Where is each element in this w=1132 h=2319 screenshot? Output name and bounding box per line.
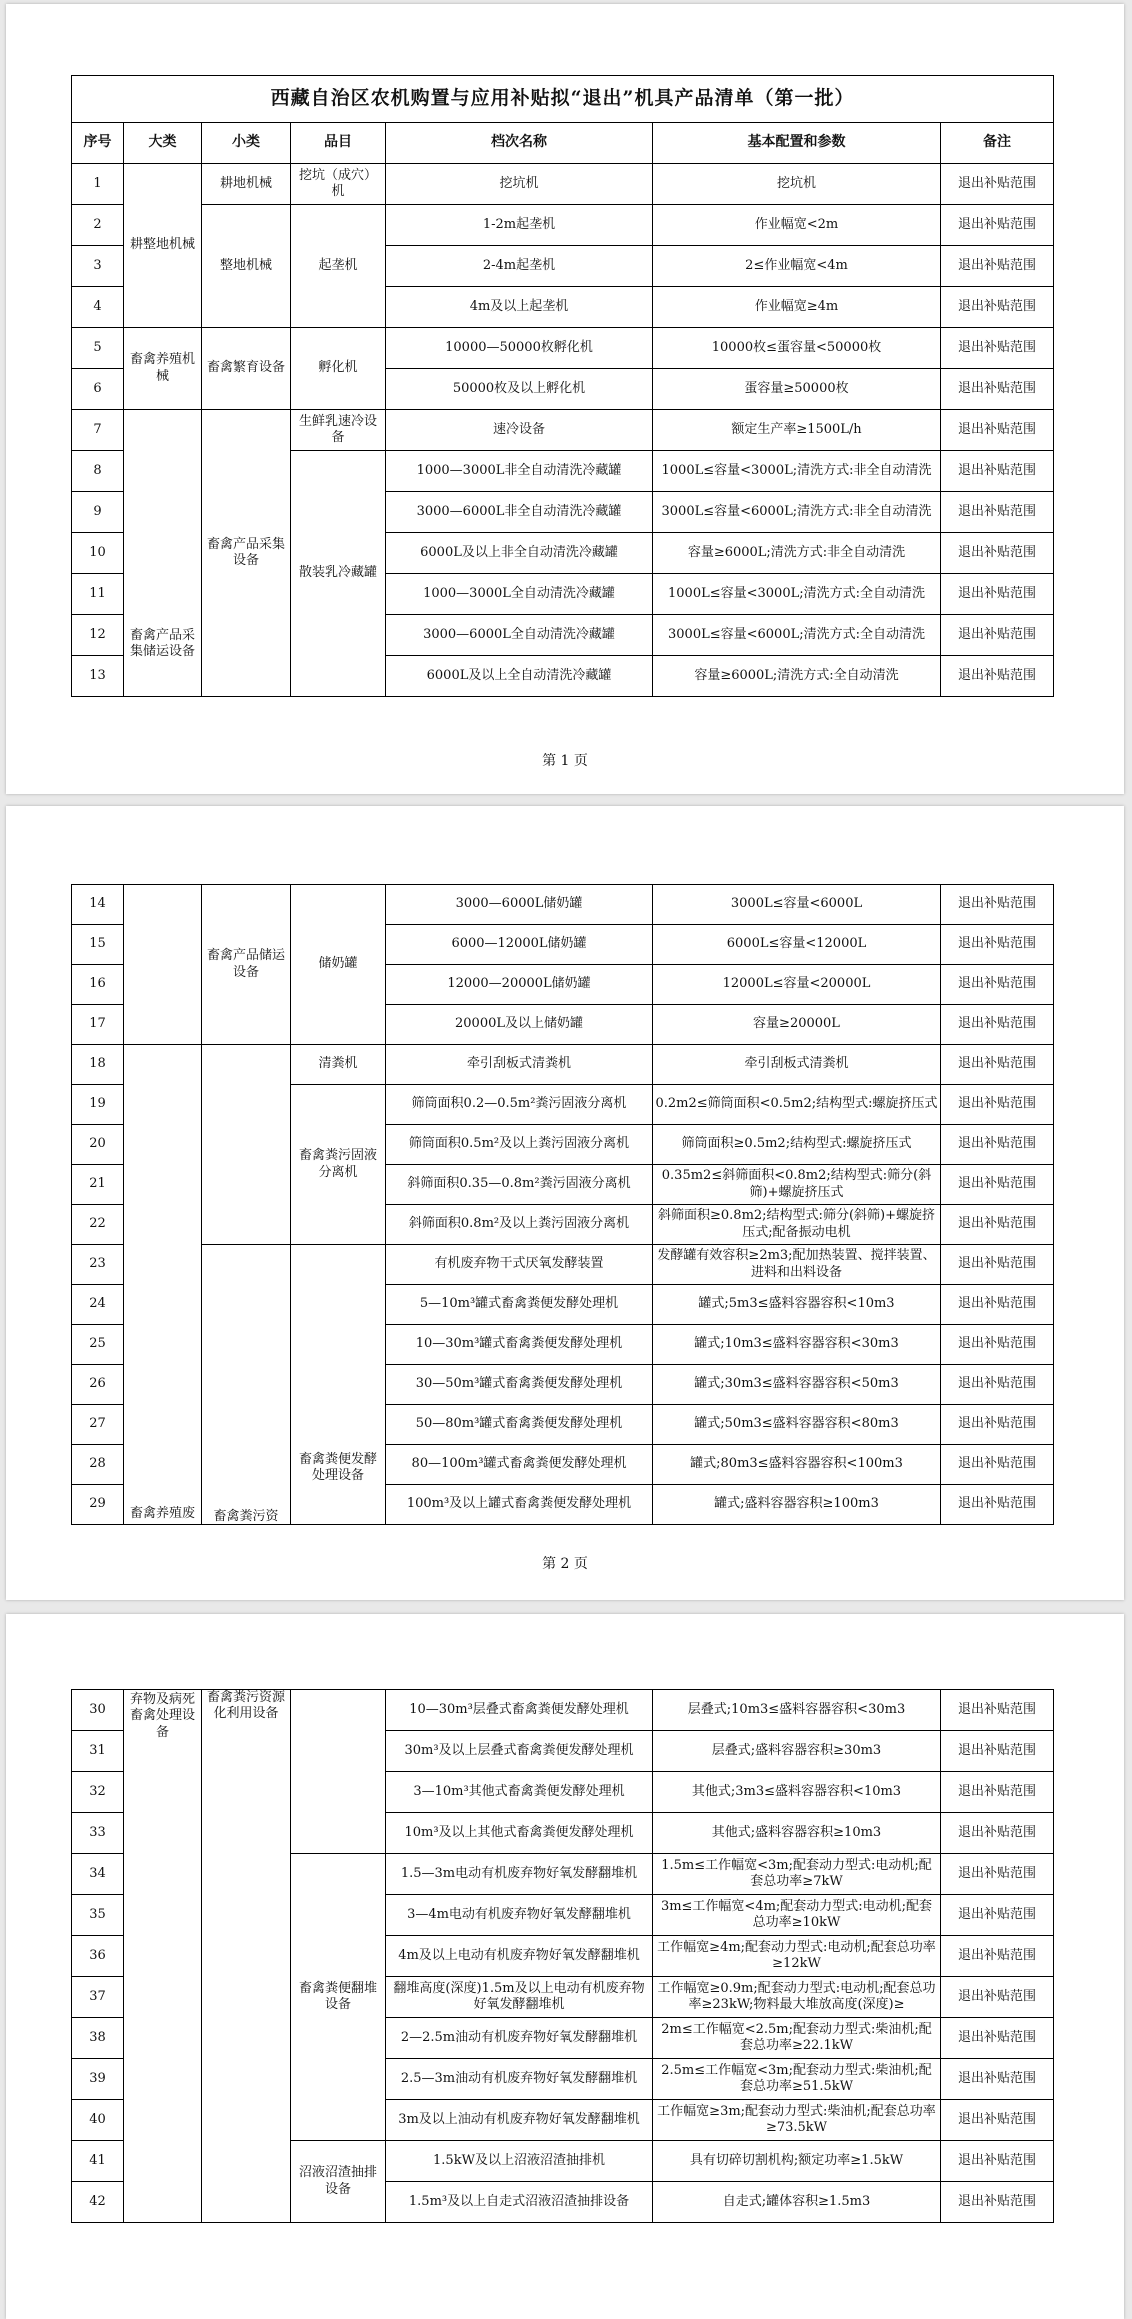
row-name: 30m³及以上层叠式畜禽粪便发酵处理机 bbox=[386, 1731, 653, 1772]
row-no: 33 bbox=[72, 1813, 124, 1854]
row-name: 100m³及以上罐式畜禽粪便发酵处理机 bbox=[386, 1485, 653, 1525]
row-spec: 发酵罐有效容积≥2m3;配加热装置、搅拌装置、进料和出料设备 bbox=[653, 1245, 941, 1285]
row-note: 退出补贴范围 bbox=[941, 656, 1054, 697]
row-note: 退出补贴范围 bbox=[941, 1325, 1054, 1365]
row-name: 斜筛面积0.8m²及以上粪污固液分离机 bbox=[386, 1205, 653, 1245]
row-spec: 斜筛面积≥0.8m2;结构型式:筛分(斜筛)+螺旋挤压式;配备振动电机 bbox=[653, 1205, 941, 1245]
row-no: 29 bbox=[72, 1485, 124, 1525]
row-no: 14 bbox=[72, 885, 124, 925]
row-note: 退出补贴范围 bbox=[941, 965, 1054, 1005]
row-note: 退出补贴范围 bbox=[941, 287, 1054, 328]
row-note: 退出补贴范围 bbox=[941, 1045, 1054, 1085]
row-no: 38 bbox=[72, 2018, 124, 2059]
group-pinmu: 起垄机 bbox=[291, 205, 386, 328]
table-row bbox=[72, 205, 1054, 246]
page-number: 第 1 页 bbox=[542, 753, 588, 769]
row-spec: 0.2m2≤筛筒面积<0.5m2;结构型式:螺旋挤压式 bbox=[653, 1085, 941, 1125]
row-note: 退出补贴范围 bbox=[941, 328, 1054, 369]
row-note: 退出补贴范围 bbox=[941, 1405, 1054, 1445]
row-note: 退出补贴范围 bbox=[941, 1165, 1054, 1205]
group-dalei: 畜禽养殖废 bbox=[124, 1045, 202, 1525]
row-name: 10m³及以上其他式畜禽粪便发酵处理机 bbox=[386, 1813, 653, 1854]
group-xiaolei: 畜禽粪污资 bbox=[202, 1245, 291, 1525]
row-note: 退出补贴范围 bbox=[941, 2018, 1054, 2059]
group-xiaolei: 畜禽产品采集设备 bbox=[202, 410, 291, 697]
row-no: 16 bbox=[72, 965, 124, 1005]
row-name: 3000—6000L储奶罐 bbox=[386, 885, 653, 925]
row-name: 筛筒面积0.2—0.5m²粪污固液分离机 bbox=[386, 1085, 653, 1125]
row-no: 21 bbox=[72, 1165, 124, 1205]
row-spec: 额定生产率≥1500L/h bbox=[653, 410, 941, 451]
row-spec: 容量≥20000L bbox=[653, 1005, 941, 1045]
row-no: 15 bbox=[72, 925, 124, 965]
page-3 bbox=[6, 1614, 1124, 2319]
row-note: 退出补贴范围 bbox=[941, 1205, 1054, 1245]
row-no: 5 bbox=[72, 328, 124, 369]
row-spec: 12000L≤容量<20000L bbox=[653, 965, 941, 1005]
row-name: 5—10m³罐式畜禽粪便发酵处理机 bbox=[386, 1285, 653, 1325]
row-spec: 2.5m≤工作幅宽<3m;配套动力型式:柴油机;配套总功率≥51.5kW bbox=[653, 2059, 941, 2100]
row-spec: 工作幅宽≥0.9m;配套动力型式:电动机;配套总功率≥23kW;物料最大堆放高度(深度)≥ bbox=[653, 1977, 941, 2018]
row-no: 23 bbox=[72, 1245, 124, 1285]
row-name: 速冷设备 bbox=[386, 410, 653, 451]
row-note: 退出补贴范围 bbox=[941, 451, 1054, 492]
row-no: 35 bbox=[72, 1895, 124, 1936]
row-note: 退出补贴范围 bbox=[941, 615, 1054, 656]
row-no: 36 bbox=[72, 1936, 124, 1977]
group-dalei: 弃物及病死畜禽处理设备 bbox=[124, 1690, 202, 2223]
row-spec: 2≤作业幅宽<4m bbox=[653, 246, 941, 287]
row-name: 1-2m起垄机 bbox=[386, 205, 653, 246]
row-note: 退出补贴范围 bbox=[941, 2059, 1054, 2100]
row-name: 10000—50000枚孵化机 bbox=[386, 328, 653, 369]
row-spec: 1.5m≤工作幅宽<3m;配套动力型式:电动机;配套总功率≥7kW bbox=[653, 1854, 941, 1895]
row-note: 退出补贴范围 bbox=[941, 1977, 1054, 2018]
row-spec: 0.35m2≤斜筛面积<0.8m2;结构型式:筛分(斜筛)+螺旋挤压式 bbox=[653, 1165, 941, 1205]
group-dalei: 耕整地机械 bbox=[124, 164, 202, 328]
row-spec: 6000L≤容量<12000L bbox=[653, 925, 941, 965]
group-xiaolei: 畜禽粪污资源化利用设备 bbox=[202, 1690, 291, 2223]
row-name: 30—50m³罐式畜禽粪便发酵处理机 bbox=[386, 1365, 653, 1405]
row-spec: 罐式;80m3≤盛料容器容积<100m3 bbox=[653, 1445, 941, 1485]
row-note: 退出补贴范围 bbox=[941, 1445, 1054, 1485]
row-no: 28 bbox=[72, 1445, 124, 1485]
group-xiaolei: 畜禽繁育设备 bbox=[202, 328, 291, 410]
row-no: 22 bbox=[72, 1205, 124, 1245]
row-name: 1.5—3m电动有机废弃物好氧发酵翻堆机 bbox=[386, 1854, 653, 1895]
row-note: 退出补贴范围 bbox=[941, 1895, 1054, 1936]
table-row bbox=[72, 1690, 1054, 1731]
page-1 bbox=[6, 4, 1124, 794]
group-dalei-continued bbox=[124, 885, 202, 1045]
header-no: 序号 bbox=[72, 123, 124, 164]
row-spec: 挖坑机 bbox=[653, 164, 941, 205]
row-no: 26 bbox=[72, 1365, 124, 1405]
group-xiaolei: 畜禽产品储运设备 bbox=[202, 885, 291, 1045]
row-note: 退出补贴范围 bbox=[941, 164, 1054, 205]
group-xiaolei: 耕地机械 bbox=[202, 164, 291, 205]
row-note: 退出补贴范围 bbox=[941, 1285, 1054, 1325]
row-spec: 3000L≤容量<6000L;清洗方式:全自动清洗 bbox=[653, 615, 941, 656]
group-xiaolei-blank bbox=[202, 1045, 291, 1245]
row-name: 4m及以上电动有机废弃物好氧发酵翻堆机 bbox=[386, 1936, 653, 1977]
row-name: 4m及以上起垄机 bbox=[386, 287, 653, 328]
row-name: 牵引刮板式清粪机 bbox=[386, 1045, 653, 1085]
row-no: 34 bbox=[72, 1854, 124, 1895]
row-spec: 3000L≤容量<6000L;清洗方式:非全自动清洗 bbox=[653, 492, 941, 533]
row-no: 39 bbox=[72, 2059, 124, 2100]
row-no: 20 bbox=[72, 1125, 124, 1165]
title-row bbox=[72, 76, 1054, 123]
row-name: 50—80m³罐式畜禽粪便发酵处理机 bbox=[386, 1405, 653, 1445]
table-row bbox=[72, 885, 1054, 925]
row-note: 退出补贴范围 bbox=[941, 1690, 1054, 1731]
group-pinmu: 挖坑（成穴）机 bbox=[291, 164, 386, 205]
row-note: 退出补贴范围 bbox=[941, 1365, 1054, 1405]
group-xiaolei: 整地机械 bbox=[202, 205, 291, 328]
row-spec: 层叠式;10m3≤盛料容器容积<30m3 bbox=[653, 1690, 941, 1731]
row-name: 1.5kW及以上沼液沼渣抽排机 bbox=[386, 2141, 653, 2182]
row-note: 退出补贴范围 bbox=[941, 1854, 1054, 1895]
row-note: 退出补贴范围 bbox=[941, 925, 1054, 965]
row-name: 3—10m³其他式畜禽粪便发酵处理机 bbox=[386, 1772, 653, 1813]
row-name: 2-4m起垄机 bbox=[386, 246, 653, 287]
group-dalei: 畜禽养殖机械 bbox=[124, 328, 202, 410]
header-dalei: 大类 bbox=[124, 123, 202, 164]
product-table-page-3 bbox=[71, 1689, 1054, 2223]
row-spec: 作业幅宽≥4m bbox=[653, 287, 941, 328]
row-no: 30 bbox=[72, 1690, 124, 1731]
row-name: 斜筛面积0.35—0.8m²粪污固液分离机 bbox=[386, 1165, 653, 1205]
row-spec: 罐式;10m3≤盛料容器容积<30m3 bbox=[653, 1325, 941, 1365]
row-spec: 其他式;盛料容器容积≥10m3 bbox=[653, 1813, 941, 1854]
row-spec: 3m≤工作幅宽<4m;配套动力型式:电动机;配套总功率≥10kW bbox=[653, 1895, 941, 1936]
product-table-page-1 bbox=[71, 75, 1054, 697]
row-no: 10 bbox=[72, 533, 124, 574]
row-note: 退出补贴范围 bbox=[941, 1005, 1054, 1045]
row-name: 2—2.5m油动有机废弃物好氧发酵翻堆机 bbox=[386, 2018, 653, 2059]
row-name: 6000L及以上非全自动清洗冷藏罐 bbox=[386, 533, 653, 574]
row-spec: 作业幅宽<2m bbox=[653, 205, 941, 246]
row-name: 1.5m³及以上自走式沼液沼渣抽排设备 bbox=[386, 2182, 653, 2223]
row-name: 挖坑机 bbox=[386, 164, 653, 205]
row-name: 3000—6000L全自动清洗冷藏罐 bbox=[386, 615, 653, 656]
group-pinmu: 沼液沼渣抽排设备 bbox=[291, 2141, 386, 2223]
row-spec: 层叠式;盛料容器容积≥30m3 bbox=[653, 1731, 941, 1772]
row-name: 3m及以上油动有机废弃物好氧发酵翻堆机 bbox=[386, 2100, 653, 2141]
row-note: 退出补贴范围 bbox=[941, 885, 1054, 925]
row-spec: 罐式;50m3≤盛料容器容积<80m3 bbox=[653, 1405, 941, 1445]
row-note: 退出补贴范围 bbox=[941, 1731, 1054, 1772]
row-spec: 1000L≤容量<3000L;清洗方式:全自动清洗 bbox=[653, 574, 941, 615]
group-pinmu: 清粪机 bbox=[291, 1045, 386, 1085]
row-no: 37 bbox=[72, 1977, 124, 2018]
row-note: 退出补贴范围 bbox=[941, 1936, 1054, 1977]
row-note: 退出补贴范围 bbox=[941, 574, 1054, 615]
header-pinmu: 品目 bbox=[291, 123, 386, 164]
row-spec: 容量≥6000L;清洗方式:非全自动清洗 bbox=[653, 533, 941, 574]
row-no: 41 bbox=[72, 2141, 124, 2182]
row-spec: 1000L≤容量<3000L;清洗方式:非全自动清洗 bbox=[653, 451, 941, 492]
row-spec: 其他式;3m3≤盛料容器容积<10m3 bbox=[653, 1772, 941, 1813]
row-name: 20000L及以上储奶罐 bbox=[386, 1005, 653, 1045]
row-note: 退出补贴范围 bbox=[941, 205, 1054, 246]
row-name: 3000—6000L非全自动清洗冷藏罐 bbox=[386, 492, 653, 533]
row-no: 25 bbox=[72, 1325, 124, 1365]
row-note: 退出补贴范围 bbox=[941, 2182, 1054, 2223]
header-row bbox=[72, 123, 1054, 164]
row-spec: 工作幅宽≥3m;配套动力型式:柴油机;配套总功率≥73.5kW bbox=[653, 2100, 941, 2141]
row-no: 4 bbox=[72, 287, 124, 328]
row-no: 40 bbox=[72, 2100, 124, 2141]
row-name: 翻堆高度(深度)1.5m及以上电动有机废弃物好氧发酵翻堆机 bbox=[386, 1977, 653, 2018]
row-name: 有机废弃物干式厌氧发酵装置 bbox=[386, 1245, 653, 1285]
row-name: 筛筒面积0.5m²及以上粪污固液分离机 bbox=[386, 1125, 653, 1165]
row-no: 31 bbox=[72, 1731, 124, 1772]
row-name: 50000枚及以上孵化机 bbox=[386, 369, 653, 410]
row-note: 退出补贴范围 bbox=[941, 1085, 1054, 1125]
row-no: 12 bbox=[72, 615, 124, 656]
page-number: 第 2 页 bbox=[542, 1556, 588, 1572]
row-name: 80—100m³罐式畜禽粪便发酵处理机 bbox=[386, 1445, 653, 1485]
row-name: 12000—20000L储奶罐 bbox=[386, 965, 653, 1005]
row-no: 13 bbox=[72, 656, 124, 697]
table-row bbox=[72, 328, 1054, 369]
row-spec: 牵引刮板式清粪机 bbox=[653, 1045, 941, 1085]
document-title: 西藏自治区农机购置与应用补贴拟“退出”机具产品清单（第一批） bbox=[72, 76, 1054, 123]
row-note: 退出补贴范围 bbox=[941, 1125, 1054, 1165]
group-pinmu: 畜禽粪污固液分离机 bbox=[291, 1085, 386, 1245]
group-pinmu: 生鲜乳速冷设备 bbox=[291, 410, 386, 451]
row-no: 7 bbox=[72, 410, 124, 451]
row-name: 1000—3000L非全自动清洗冷藏罐 bbox=[386, 451, 653, 492]
row-note: 退出补贴范围 bbox=[941, 1485, 1054, 1525]
row-name: 6000—12000L储奶罐 bbox=[386, 925, 653, 965]
row-no: 27 bbox=[72, 1405, 124, 1445]
row-spec: 筛筒面积≥0.5m2;结构型式:螺旋挤压式 bbox=[653, 1125, 941, 1165]
header-spec: 基本配置和参数 bbox=[653, 123, 941, 164]
group-pinmu: 散装乳冷藏罐 bbox=[291, 451, 386, 697]
row-name: 1000—3000L全自动清洗冷藏罐 bbox=[386, 574, 653, 615]
row-note: 退出补贴范围 bbox=[941, 2141, 1054, 2182]
row-note: 退出补贴范围 bbox=[941, 533, 1054, 574]
row-no: 17 bbox=[72, 1005, 124, 1045]
group-pinmu: 畜禽粪便翻堆设备 bbox=[291, 1854, 386, 2141]
row-spec: 容量≥6000L;清洗方式:全自动清洗 bbox=[653, 656, 941, 697]
row-no: 32 bbox=[72, 1772, 124, 1813]
group-pinmu-continued bbox=[291, 1690, 386, 1854]
row-name: 6000L及以上全自动清洗冷藏罐 bbox=[386, 656, 653, 697]
row-note: 退出补贴范围 bbox=[941, 1813, 1054, 1854]
row-note: 退出补贴范围 bbox=[941, 410, 1054, 451]
row-spec: 罐式;5m3≤盛料容器容积<10m3 bbox=[653, 1285, 941, 1325]
row-name: 10—30m³层叠式畜禽粪便发酵处理机 bbox=[386, 1690, 653, 1731]
table-row bbox=[72, 1245, 1054, 1285]
row-no: 9 bbox=[72, 492, 124, 533]
page-2 bbox=[6, 806, 1124, 1600]
row-spec: 具有切碎切割机构;额定功率≥1.5kW bbox=[653, 2141, 941, 2182]
row-spec: 3000L≤容量<6000L bbox=[653, 885, 941, 925]
row-note: 退出补贴范围 bbox=[941, 369, 1054, 410]
row-no: 6 bbox=[72, 369, 124, 410]
row-spec: 10000枚≤蛋容量<50000枚 bbox=[653, 328, 941, 369]
row-name: 2.5—3m油动有机废弃物好氧发酵翻堆机 bbox=[386, 2059, 653, 2100]
group-dalei: 畜禽产品采集储运设备 bbox=[124, 410, 202, 697]
row-spec: 罐式;盛料容器容积≥100m3 bbox=[653, 1485, 941, 1525]
row-spec: 工作幅宽≥4m;配套动力型式:电动机;配套总功率≥12kW bbox=[653, 1936, 941, 1977]
row-spec: 罐式;30m3≤盛料容器容积<50m3 bbox=[653, 1365, 941, 1405]
row-no: 1 bbox=[72, 164, 124, 205]
group-pinmu: 孵化机 bbox=[291, 328, 386, 410]
row-no: 24 bbox=[72, 1285, 124, 1325]
product-table-page-2 bbox=[71, 884, 1054, 1525]
table-row bbox=[72, 1045, 1054, 1085]
row-note: 退出补贴范围 bbox=[941, 492, 1054, 533]
group-pinmu: 畜禽粪便发酵处理设备 bbox=[291, 1245, 386, 1525]
row-note: 退出补贴范围 bbox=[941, 1245, 1054, 1285]
row-spec: 2m≤工作幅宽<2.5m;配套动力型式:柴油机;配套总功率≥22.1kW bbox=[653, 2018, 941, 2059]
row-note: 退出补贴范围 bbox=[941, 1772, 1054, 1813]
row-no: 42 bbox=[72, 2182, 124, 2223]
row-note: 退出补贴范围 bbox=[941, 2100, 1054, 2141]
row-no: 18 bbox=[72, 1045, 124, 1085]
row-spec: 蛋容量≥50000枚 bbox=[653, 369, 941, 410]
row-no: 11 bbox=[72, 574, 124, 615]
row-no: 3 bbox=[72, 246, 124, 287]
row-note: 退出补贴范围 bbox=[941, 246, 1054, 287]
row-no: 8 bbox=[72, 451, 124, 492]
header-xiaolei: 小类 bbox=[202, 123, 291, 164]
header-note: 备注 bbox=[941, 123, 1054, 164]
table-row bbox=[72, 164, 1054, 205]
row-no: 19 bbox=[72, 1085, 124, 1125]
row-spec: 自走式;罐体容积≥1.5m3 bbox=[653, 2182, 941, 2223]
row-no: 2 bbox=[72, 205, 124, 246]
row-name: 10—30m³罐式畜禽粪便发酵处理机 bbox=[386, 1325, 653, 1365]
table-row bbox=[72, 410, 1054, 451]
group-pinmu: 储奶罐 bbox=[291, 885, 386, 1045]
row-name: 3—4m电动有机废弃物好氧发酵翻堆机 bbox=[386, 1895, 653, 1936]
header-name: 档次名称 bbox=[386, 123, 653, 164]
